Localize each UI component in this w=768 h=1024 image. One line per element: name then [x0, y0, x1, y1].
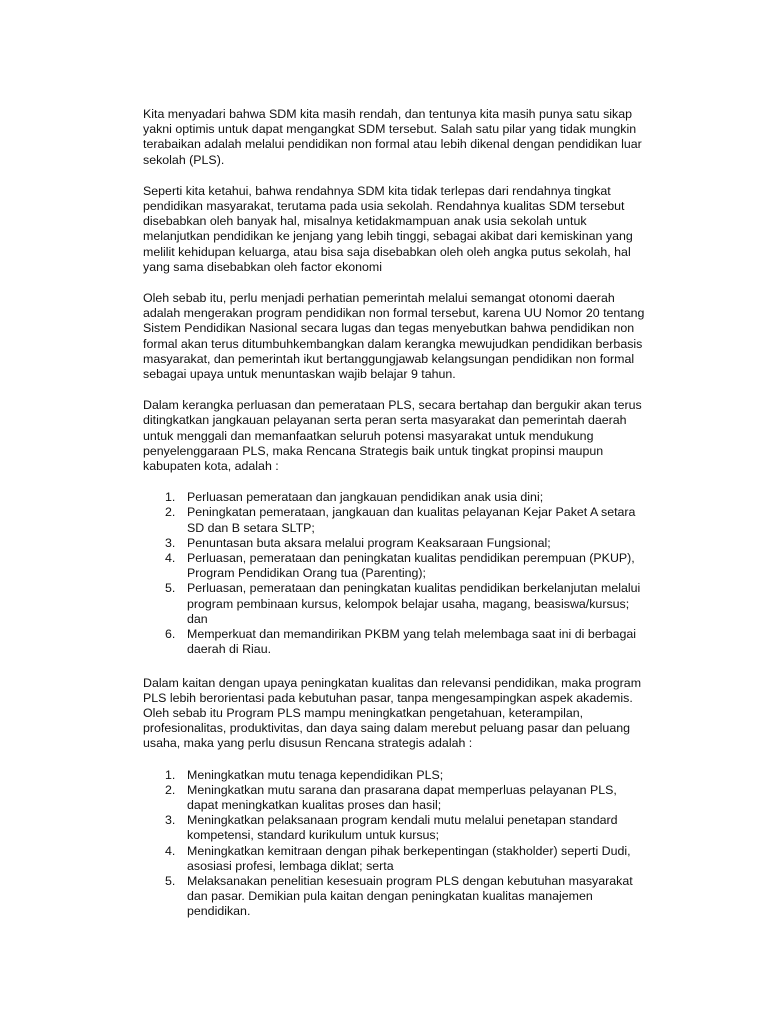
list-number: 3.: [165, 813, 176, 828]
list-item-text: Perluasan, pemerataan dan peningkatan kualitas pendidikan perempuan (PKUP), Program Pendidikan Orang tua (Parenting);: [187, 551, 635, 581]
document-body: [143, 107, 649, 938]
list-number: 3.: [165, 535, 176, 550]
paragraph-rencana-strategis: Dalam kerangka perluasan dan pemerataan PLS, secara bertahap dan bergukir akan terus ditingkatkan jangkauan pelayanan serta peran serta masyarakat dan pemerintah daerah untuk menggali dan memanfaatkan seluruh potensi masyarakat untuk mendukung penyelenggaraan PLS, maka Rencana Strategis baik untuk tingkat propinsi maupun kabupaten kota, adalah :: [143, 398, 642, 474]
list-item-text: Memperkuat dan memandirikan PKBM yang telah melembaga saat ini di berbagai daerah di Riau.: [187, 627, 637, 657]
list-item-text: Meningkatkan pelaksanaan program kendali mutu melalui penetapan standard kompetensi, standard kurikulum untuk kursus;: [187, 813, 618, 843]
list-item: [143, 581, 649, 627]
list-item: [143, 768, 649, 783]
list-item-text: Meningkatkan mutu tenaga kependidikan PLS;: [187, 767, 444, 782]
list-number: 5.: [165, 873, 176, 888]
list-item-text: Meningkatkan kemitraan dengan pihak berkepentingan (stakholder) seperti Dudi, asosiasi profesi, lembaga diklat; serta: [187, 843, 631, 873]
list-item: [143, 627, 649, 657]
list-number: 6.: [165, 627, 176, 642]
list-item: [143, 551, 649, 581]
list-number: 5.: [165, 581, 176, 596]
list-item-text: Melaksanakan penelitian kesesuain program PLS dengan kebutuhan masyarakat dan pasar. Demikian pula kaitan dengan peningkatan kualitas manajemen pendidikan.: [187, 873, 633, 919]
list-item-text: Perluasan, pemerataan dan peningkatan kualitas pendidikan berkelanjutan melalui program pembinaan kursus, kelompok belajar usaha, magang, beasiswa/kursus; dan: [187, 581, 641, 626]
list-number: 4.: [165, 843, 176, 858]
list-item-text: Penuntasan buta aksara melalui program Keaksaraan Fungsional;: [187, 535, 551, 550]
list-item: [143, 505, 649, 535]
list-item: [143, 874, 649, 920]
list-item: [143, 536, 649, 551]
list-number: 1.: [165, 490, 176, 505]
list-number: 1.: [165, 767, 176, 782]
list-item-text: Meningkatkan mutu sarana dan prasarana dapat memperluas pelayanan PLS, dapat meningkatkan kualitas proses dan hasil;: [187, 782, 617, 812]
list-item: [143, 813, 649, 843]
list-item: [143, 490, 649, 505]
list-item: [143, 783, 649, 813]
list-item-text: Peningkatan pemerataan, jangkauan dan kualitas pelayanan Kejar Paket A setara SD dan B setara SLTP;: [187, 505, 636, 535]
list-item-text: Perluasan pemerataan dan jangkauan pendidikan anak usia dini;: [187, 490, 544, 505]
quality-plan-list: [143, 768, 649, 920]
paragraph-relevansi: Dalam kaitan dengan upaya peningkatan kualitas dan relevansi pendidikan, maka program PLS lebih berorientasi pada kebutuhan pasar, tanpa mengesampingkan aspek akademis. Oleh sebab itu Program PLS mampu meningkatkan pengetahuan, keterampilan, profesionalitas, produktivitas, dan daya saing dalam merebut peluang pasar dan peluang usaha, maka yang perlu disusun Rencana strategis adalah :: [143, 675, 642, 751]
paragraph-intro: Kita menyadari bahwa SDM kita masih rendah, dan tentunya kita masih punya satu sikap yakni optimis untuk dapat mengangkat SDM tersebut. Salah satu pilar yang tidak mungkin terabaikan adalah melalui pendidikan non formal atau lebih dikenal dengan pendidikan luar sekolah (PLS).: [143, 107, 642, 167]
list-number: 2.: [165, 505, 176, 520]
paragraph-sdm: Seperti kita ketahui, bahwa rendahnya SDM kita tidak terlepas dari rendahnya tingkat pendidikan masyarakat, terutama pada usia sekolah. Rendahnya kualitas SDM tersebut disebabkan oleh banyak hal, misalnya ketidakmampuan anak usia sekolah untuk melanjutkan pendidikan ke jenjang yang lebih tinggi, sebagai akibat dari kemiskinan yang melilit kehidupan keluarga, atau bisa saja disebabkan oleh oleh angka putus sekolah, hal yang sama disebabkan oleh factor ekonomi: [143, 183, 633, 274]
paragraph-otonomi: Oleh sebab itu, perlu menjadi perhatian pemerintah melalui semangat otonomi daerah adalah mengerakan program pendidikan non formal tersebut, karena UU Nomor 20 tentang Sistem Pendidikan Nasional secara lugas dan tegas menyebutkan bahwa pendidikan non formal akan terus ditumbuhkembangkan dalam kerangka mewujudkan pendidikan berbasis masyarakat, dan pemerintah ikut bertanggungjawab kelangsungan pendidikan non formal sebagai upaya untuk menuntaskan wajib belajar 9 tahun.: [143, 291, 645, 382]
list-number: 4.: [165, 551, 176, 566]
list-item: [143, 844, 649, 874]
strategic-plan-list: [143, 490, 649, 657]
list-number: 2.: [165, 782, 176, 797]
